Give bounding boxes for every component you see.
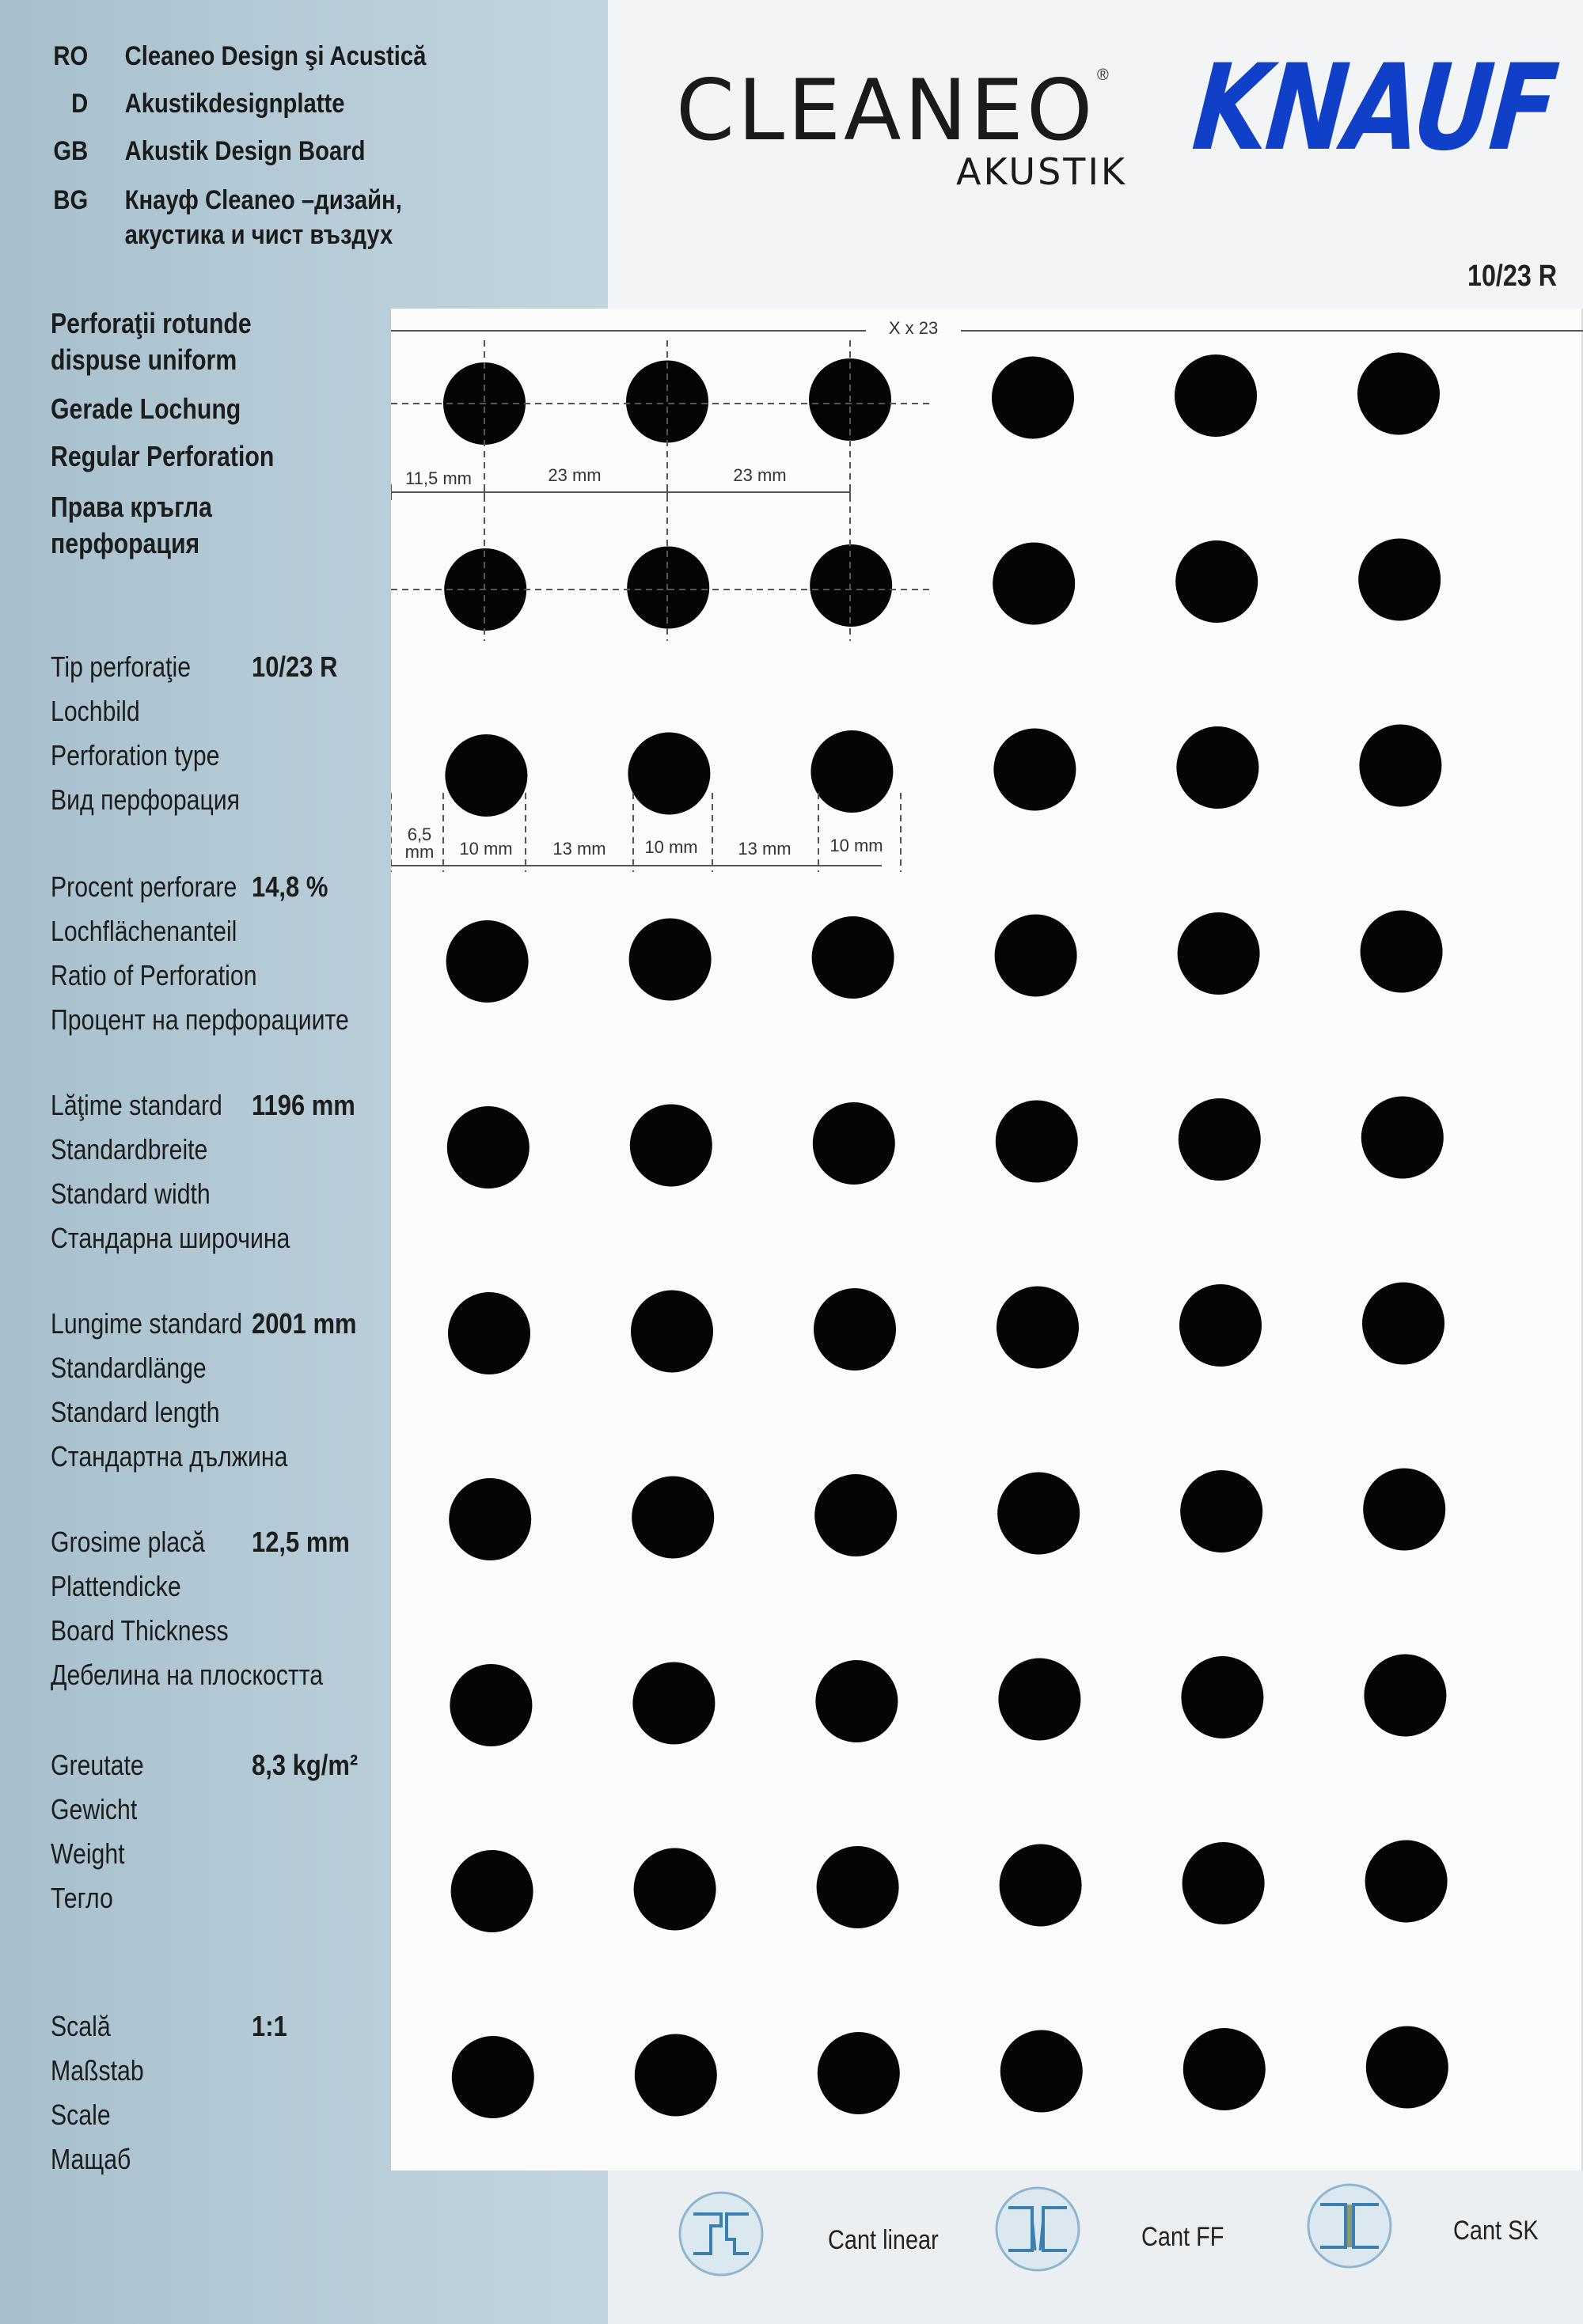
registered-mark: ® [1097,66,1109,84]
perforation-hole [814,1288,896,1371]
perforation-hole [1366,2026,1448,2109]
knauf-logo: KNAUF [1188,40,1561,177]
perforation-hole [1357,353,1440,435]
perforation-hole [998,1659,1080,1741]
edge-label-sk: Cant SK [1453,2216,1539,2246]
perforation-hole [814,1474,897,1556]
linear-edge-icon [678,2190,765,2277]
dim-gap-label: 13 mm [552,839,606,859]
dim-pitch-label: 23 mm [548,465,602,485]
perforation-hole [635,2034,717,2117]
spec-value: 12,5 mm [252,1526,350,1558]
perforation-hole [1180,1470,1262,1552]
spec-value: 10/23 R [252,650,338,683]
spec-label: Standard width [51,1177,211,1210]
language-text: акустика и чист въздух [124,220,393,250]
perforation-desc-line: Regular Perforation [51,440,275,472]
spec-label: Greutate [51,1749,144,1781]
language-text: Кнауф Cleaneo –дизайн, [124,185,402,215]
edge-label-ff: Cant FF [1141,2222,1224,2252]
perforation-desc-line: dispuse uniform [51,343,237,376]
spec-value: 8,3 kg/m² [252,1749,359,1781]
language-text: Cleaneo Design şi Acustică [124,41,427,71]
language-text: Akustikdesignplatte [124,89,345,119]
perforation-hole [1362,1283,1444,1365]
language-code: D [71,89,89,119]
perforation-hole [818,2032,900,2114]
perforation-hole [810,730,893,813]
perforation-hole [813,1102,895,1185]
perforation-hole [447,1106,530,1189]
spec-label: Процент на перфорациите [51,1003,349,1036]
perforation-hole [1183,1842,1265,1924]
perforation-hole [812,916,894,999]
perforation-hole [1181,1656,1263,1738]
perforation-hole [1175,354,1257,437]
spec-label: Lochbild [51,695,140,727]
perforation-hole [1359,725,1441,807]
perforation-hole [631,1291,713,1373]
perforation-hole [1175,540,1258,623]
spec-value: 2001 mm [252,1307,357,1340]
edge-label-linear: Cant linear [828,2225,939,2255]
perforation-hole [810,544,892,627]
perforation-hole [446,920,529,1003]
spec-label: Standardbreite [51,1133,208,1166]
spec-label: Lungime standard [51,1307,243,1340]
spec-label: Grosime placă [51,1526,205,1558]
spec-label: Scală [51,2010,111,2042]
dim-margin-unit-label: mm [404,842,435,862]
perforation-hole [817,1846,899,1928]
hole-grid [443,353,1448,2119]
spec-label: Мащаб [51,2143,131,2175]
spec-label: Ratio of Perforation [51,959,257,991]
perforation-hole [629,919,712,1001]
perforation-hole [450,1664,532,1746]
spec-label: Weight [51,1837,125,1870]
perforation-hole [993,729,1076,811]
perforation-hole [1000,2030,1083,2113]
language-code: GB [53,136,89,166]
language-text: Akustik Design Board [124,136,366,166]
perforation-hole [1178,912,1260,995]
dim-hole-label: 10 mm [459,839,513,859]
perforation-hole [1365,1841,1448,1923]
spec-value: 14,8 % [252,870,328,903]
perforation-hole [996,1101,1078,1183]
perforation-hole [993,543,1075,625]
perforation-hole [995,915,1077,997]
spec-value: 1:1 [252,2010,287,2042]
perforation-desc-line: Права кръгла [51,491,212,523]
dim-pitch-label: 23 mm [733,465,787,485]
spec-label: Вид перфорация [51,783,241,816]
perforation-hole [449,1478,531,1560]
perforation-code: 10/23 R [1467,260,1558,293]
spec-value: 1196 mm [252,1089,355,1121]
dim-gap-label: 13 mm [738,839,792,859]
perforation-hole [996,1287,1079,1369]
spec-label: Perforation type [51,739,220,772]
dim-edge-offset-label: 11,5 mm [405,468,472,488]
perforation-hole [632,1662,715,1745]
dim-hole-label: 10 mm [829,836,883,855]
perforation-desc-line: Perforaţii rotunde [51,307,252,339]
perforation-desc-line: перфорация [51,527,200,559]
perforation-hole [628,733,710,815]
perforation-hole [1363,1469,1445,1551]
spec-label: Lochflächenanteil [51,915,237,947]
perforation-hole [1364,1655,1446,1737]
dim-hole-label: 10 mm [644,837,698,857]
sk-edge-icon [1306,2182,1393,2269]
perforation-hole [1361,911,1443,993]
language-code: BG [53,185,89,215]
spec-label: Plattendicke [51,1570,181,1602]
perforation-hole [997,1473,1080,1555]
language-code: RO [53,41,89,71]
spec-label: Standard length [51,1396,220,1428]
spec-label: Maßstab [51,2054,144,2087]
perforation-hole [1358,539,1441,621]
perforation-hole [1179,1098,1261,1181]
perforation-hole [992,357,1074,439]
akustik-subtitle: AKUSTIK [956,150,1128,193]
spec-label: Стандарна широчина [51,1222,290,1254]
spec-label: Procent perforare [51,870,237,903]
ff-edge-icon [994,2186,1081,2273]
perforation-hole [445,734,527,817]
spec-label: Scale [51,2098,111,2131]
perforation-hole [1179,1284,1262,1367]
spec-label: Тегло [51,1882,113,1914]
perforation-hole [451,1850,533,1932]
perforation-hole [1000,1844,1082,1927]
perforation-hole [634,1848,716,1931]
spec-label: Standardlänge [51,1352,207,1384]
dim-margin-label: 6,5 [407,825,432,844]
spec-label: Gewicht [51,1793,138,1825]
spec-label: Tip perforaţie [51,650,192,683]
perforation-hole [448,1292,530,1374]
cleaneo-logo: CLEANEO [676,62,1096,159]
perforation-desc-line: Gerade Lochung [51,392,241,425]
perforation-hole [627,547,709,629]
perforation-hole [1176,726,1258,809]
perforation-hole [1183,2028,1266,2110]
spec-label: Board Thickness [51,1614,229,1647]
perforation-hole [630,1105,712,1187]
spec-label: Стандартна дължина [51,1440,288,1473]
perforation-hole [1361,1097,1444,1179]
perforation-hole [452,2036,534,2118]
perforation-diagram [391,309,1583,2170]
spec-label: Lăţime standard [51,1089,222,1121]
perforation-hole [815,1660,898,1742]
perforation-hole [632,1477,714,1559]
spec-label: Дебелина на плоскостта [51,1659,324,1691]
dim-total-label: X x 23 [888,318,939,338]
